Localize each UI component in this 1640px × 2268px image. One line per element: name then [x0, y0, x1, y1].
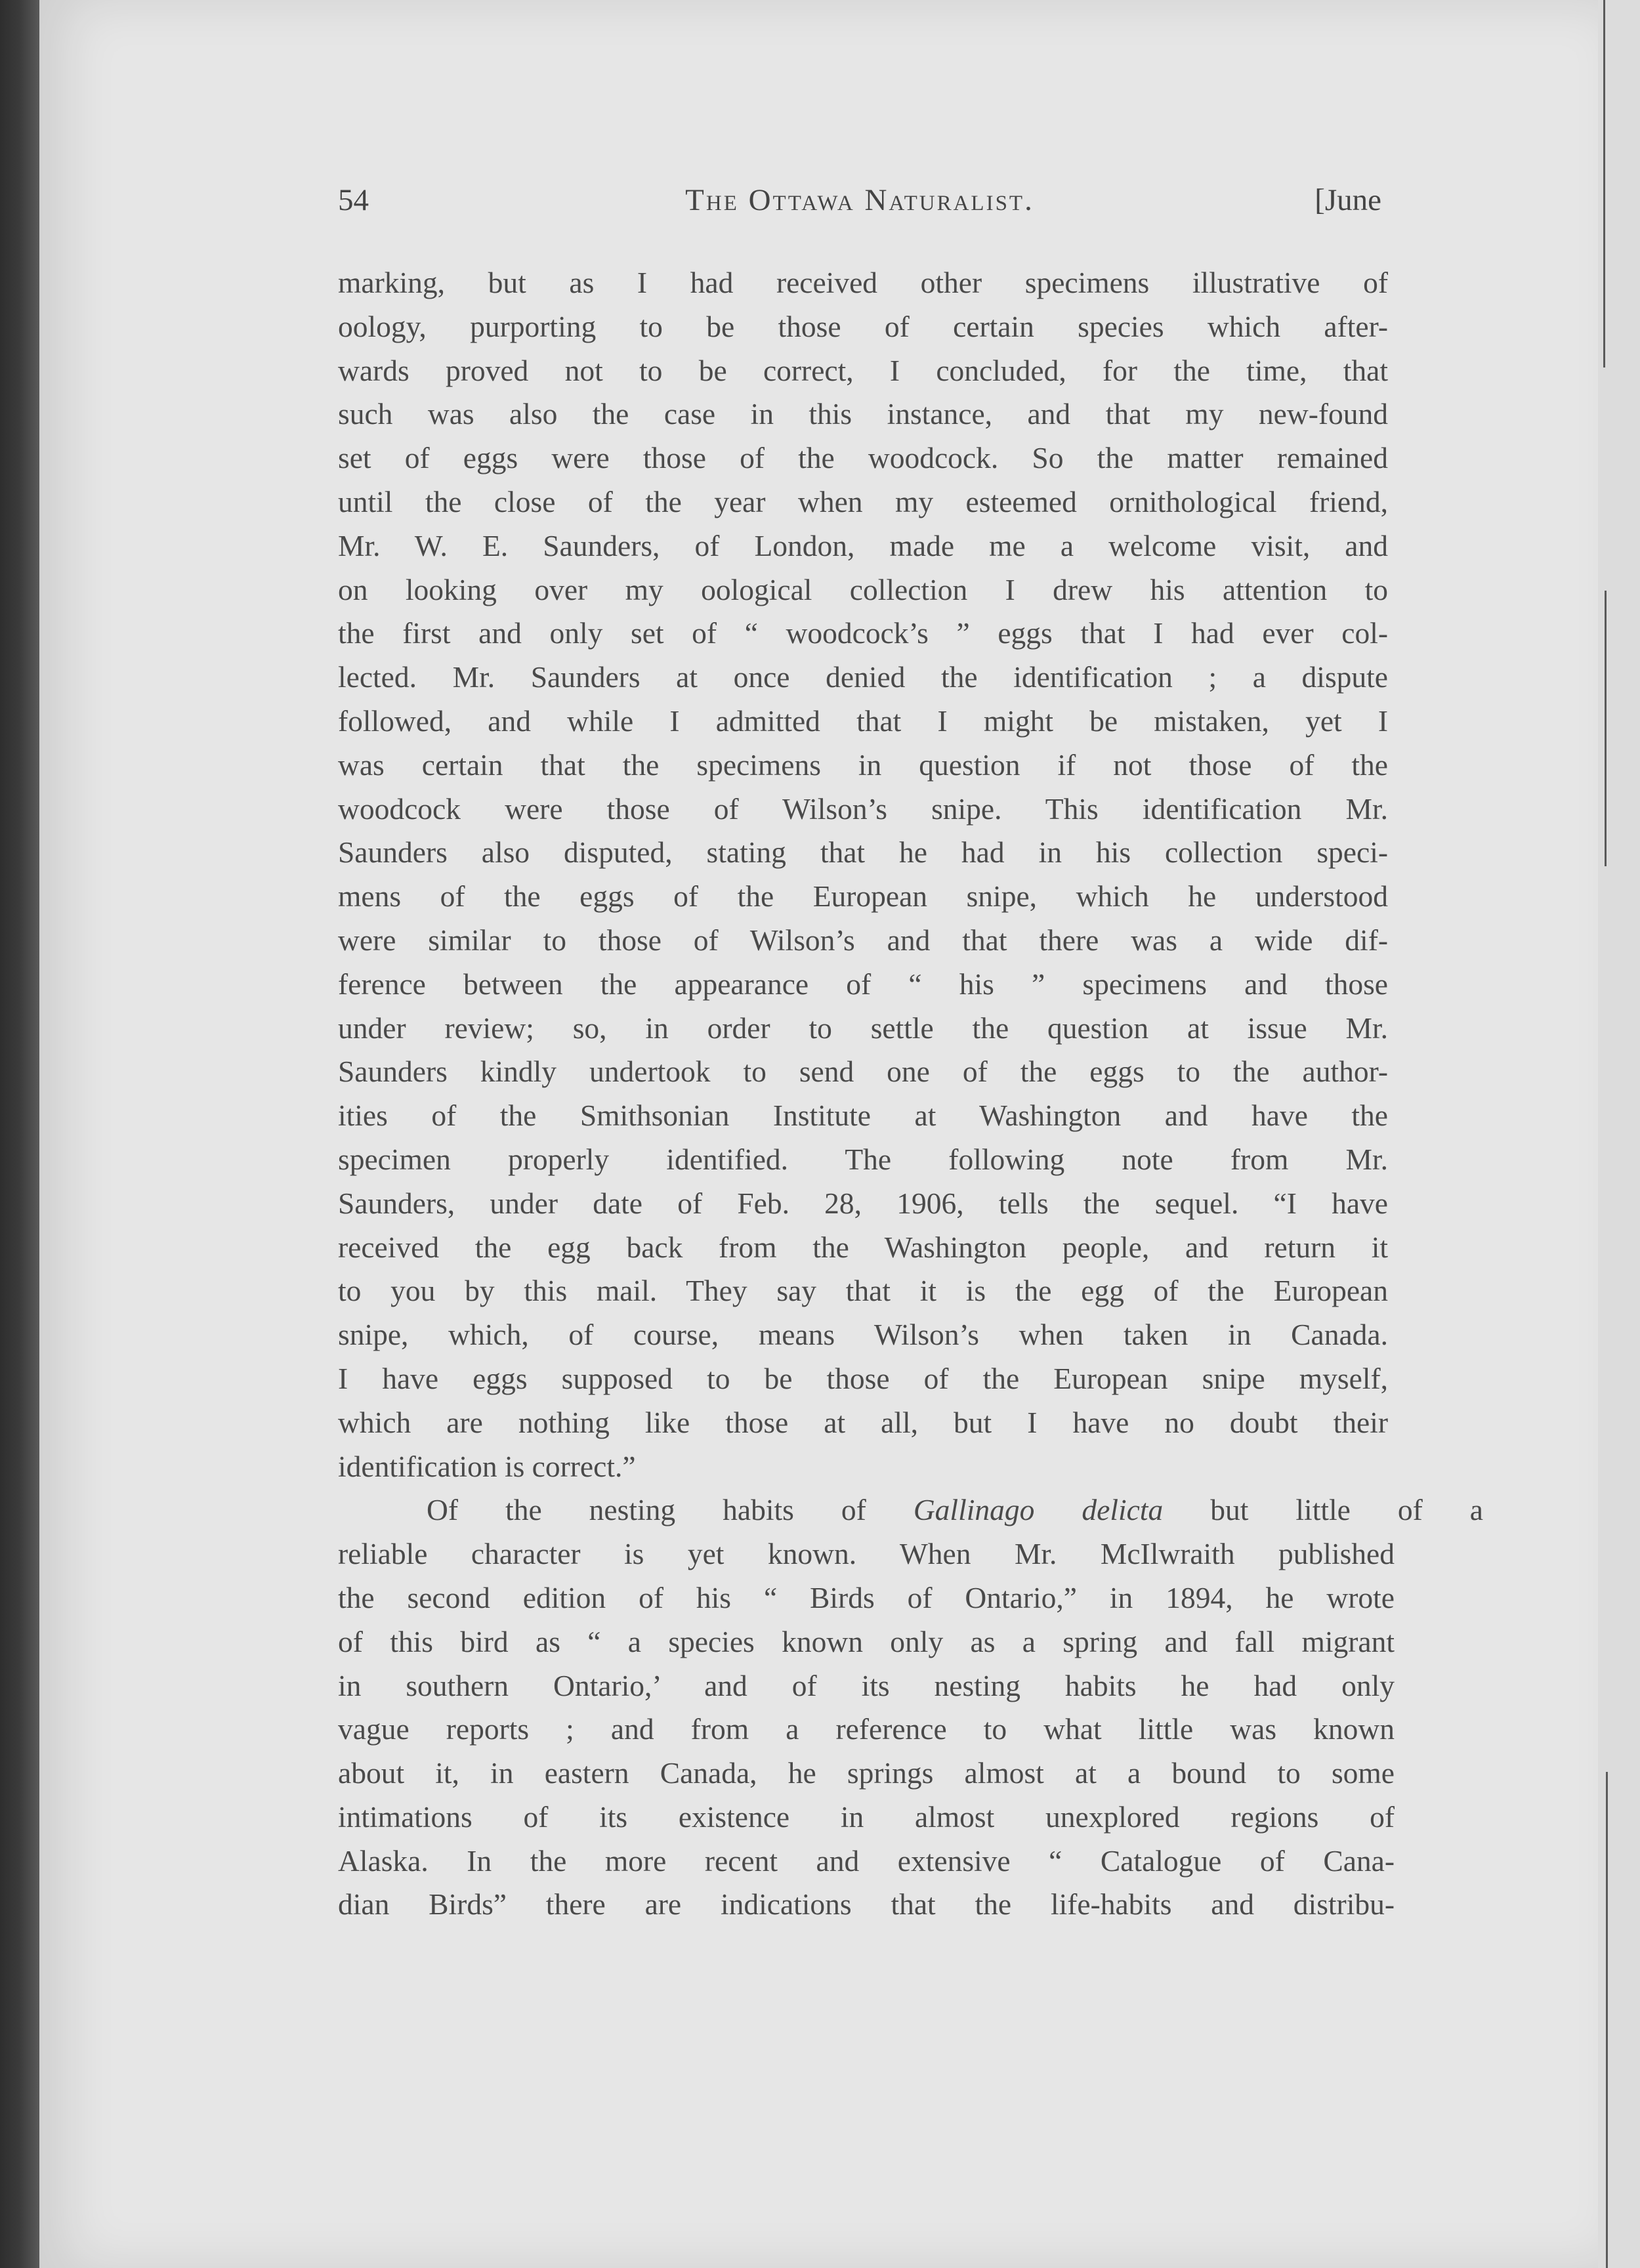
text-line: Mr. W. E. Saunders, of London, made me a welcome visit, and — [338, 528, 1388, 562]
adjacent-page-edge — [1598, 0, 1640, 2268]
text-line: marking, but as I had received other specimens illustrative of — [338, 266, 1388, 299]
species-name: Gallinago delicta — [913, 1493, 1164, 1527]
text-line: of this bird as “ a species known only as a spring and fall migrant — [338, 1624, 1395, 1658]
text-line: received the egg back from the Washington people, and return it — [338, 1230, 1388, 1264]
text-line: dian Birds” there are indications that the life-habits and distribu- — [338, 1887, 1395, 1922]
text-line — [338, 1488, 1483, 1532]
text-line: specimen properly identified. The following note from Mr. — [338, 1142, 1388, 1176]
text-run: but little of a — [1163, 1493, 1483, 1527]
book-binding-edge — [0, 0, 39, 2268]
text-line: until the close of the year when my esteemed ornithological friend, — [338, 484, 1388, 518]
text-line: followed, and while I admitted that I might be mistaken, yet I — [338, 704, 1388, 738]
text-line: in southern Ontario,’ and of its nesting habits he had only — [338, 1668, 1395, 1702]
text-line: were similar to those of Wilson’s and that there was a wide dif- — [338, 923, 1388, 957]
text-line: mens of the eggs of the European snipe, which he understood — [338, 879, 1388, 914]
text-line: the second edition of his “ Birds of Ontario,” in 1894, he wrote — [338, 1580, 1395, 1614]
text-line: Saunders kindly undertook to send one of the eggs to the author- — [338, 1055, 1388, 1089]
text-line: oology, purporting to be those of certain species which after- — [338, 309, 1388, 343]
text-line: Saunders also disputed, stating that he had in his collection speci- — [338, 835, 1388, 870]
paragraph — [338, 261, 1388, 1488]
text-line: lected. Mr. Saunders at once denied the identification ; a dispute — [338, 660, 1388, 694]
text-line: I have eggs supposed to be those of the European snipe myself, — [338, 1361, 1388, 1395]
page-number: 54 — [338, 183, 369, 217]
article-body — [338, 261, 1483, 1927]
text-line: on looking over my oological collection I drew his attention to — [338, 572, 1388, 606]
running-header — [338, 182, 1381, 228]
text-line: was certain that the specimens in question if not those of the — [338, 747, 1388, 782]
text-line: vague reports ; and from a reference to what little was known — [338, 1712, 1395, 1746]
text-line: Alaska. In the more recent and extensive “ Catalogue of Cana- — [338, 1843, 1395, 1878]
text-line: Saunders, under date of Feb. 28, 1906, tells the sequel. “I have — [338, 1186, 1388, 1220]
text-line: such was also the case in this instance, and that my new-found — [338, 397, 1388, 431]
journal-title: The Ottawa Naturalist. — [685, 183, 1034, 217]
text-line: ities of the Smithsonian Institute at Washington and have the — [338, 1099, 1388, 1133]
text-line: under review; so, in order to settle the question at issue Mr. — [338, 1011, 1388, 1045]
text-line: about it, in eastern Canada, he springs almost at a bound to some — [338, 1756, 1395, 1790]
text-line: ference between the appearance of “ his ” specimens and those — [338, 967, 1388, 1001]
text-line: set of eggs were those of the woodcock. So the matter remained — [338, 441, 1388, 475]
text-line: identification is correct.” — [338, 1449, 636, 1483]
text-line: which are nothing like those at all, but I have no doubt their — [338, 1405, 1388, 1439]
text-line: snipe, which, of course, means Wilson’s when taken in Canada. — [338, 1318, 1388, 1352]
text-line: wards proved not to be correct, I concluded, for the time, that — [338, 353, 1388, 387]
text-run: Of the nesting habits of — [427, 1493, 914, 1527]
text-line: reliable character is yet known. When Mr. McIlwraith published — [338, 1537, 1395, 1571]
text-line: to you by this mail. They say that it is the egg of the European — [338, 1274, 1388, 1308]
text-line: intimations of its existence in almost unexplored regions of — [338, 1799, 1395, 1834]
paragraph — [338, 1488, 1483, 1927]
issue-month: [June — [1314, 183, 1381, 217]
text-line: the first and only set of “ woodcock’s ” eggs that I had ever col- — [338, 616, 1388, 650]
text-line: woodcock were those of Wilson’s snipe. This identification Mr. — [338, 791, 1388, 826]
